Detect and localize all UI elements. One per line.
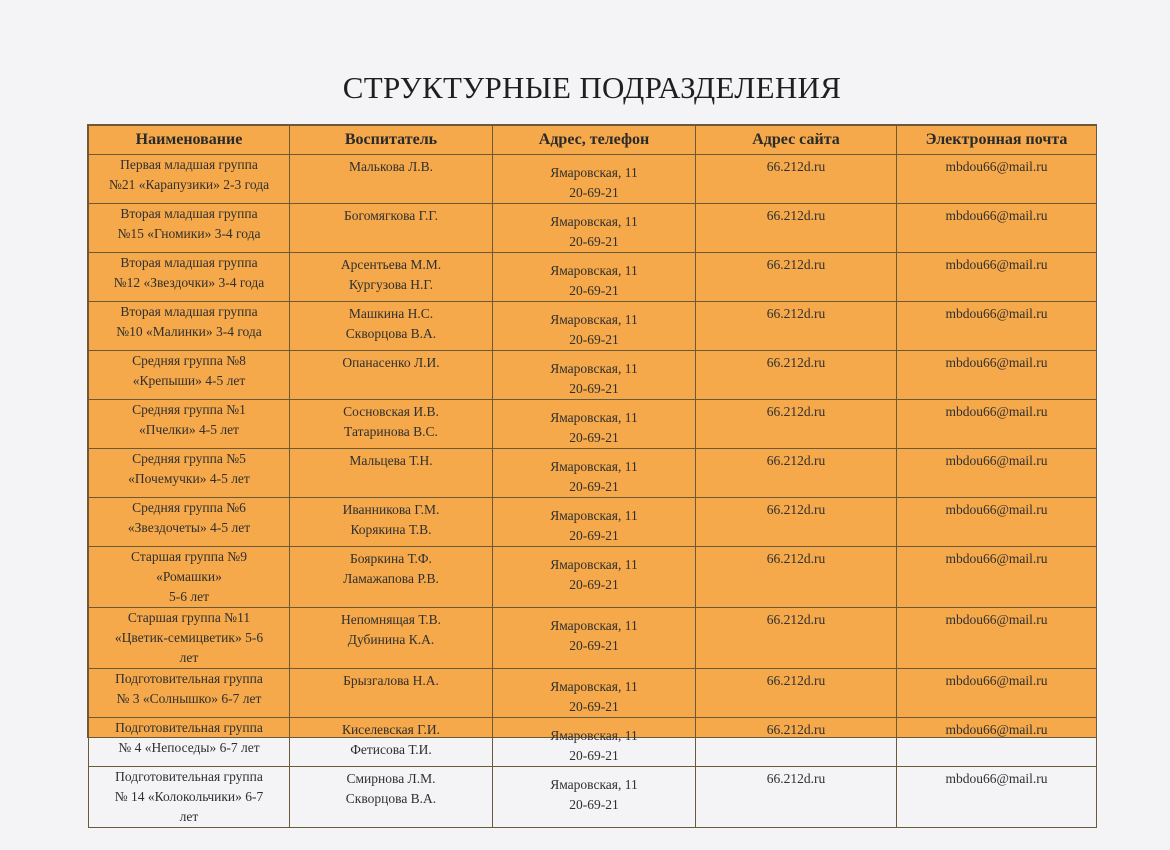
group-name-cell <box>89 547 290 608</box>
subdivisions-table <box>88 125 1097 828</box>
group-name-line: «Цветик-семицветик» 5-6 <box>114 630 264 645</box>
group-name-line: лет <box>179 650 199 665</box>
teacher-cell <box>290 351 493 400</box>
table-row <box>89 669 1097 718</box>
group-name-line: Вторая младшая группа <box>120 304 258 319</box>
group-name-line: Подготовительная группа <box>115 671 263 686</box>
table-row <box>89 547 1097 608</box>
site-cell <box>696 498 897 547</box>
email-link[interactable]: mbdou66@mail.ru <box>945 159 1048 174</box>
address-line: 20-69-21 <box>569 528 619 543</box>
teacher-name: Иванникова Г.М. <box>342 502 440 517</box>
teacher-cell <box>290 253 493 302</box>
site-link[interactable]: 66.212d.ru <box>766 355 826 370</box>
site-link[interactable]: 66.212d.ru <box>766 306 826 321</box>
email-cell <box>897 498 1097 547</box>
teacher-name: Смирнова Л.М. <box>346 771 436 786</box>
table-row <box>89 155 1097 204</box>
address-line: Ямаровская, 11 <box>550 508 638 523</box>
group-name-line: лет <box>179 809 199 824</box>
site-cell <box>696 400 897 449</box>
group-name-cell <box>89 204 290 253</box>
group-name-line: «Пчелки» 4-5 лет <box>139 422 239 437</box>
teacher-cell <box>290 547 493 608</box>
address-line: Ямаровская, 11 <box>550 618 638 633</box>
teacher-name: Брызгалова Н.А. <box>343 673 439 688</box>
group-name-line: «Ромашки» <box>156 569 222 584</box>
site-link[interactable]: 66.212d.ru <box>766 502 826 517</box>
group-name-cell <box>89 608 290 669</box>
table-row <box>89 351 1097 400</box>
address-line: Ямаровская, 11 <box>550 679 638 694</box>
teacher-name: Непомнящая Т.В. <box>340 612 442 627</box>
email-cell <box>897 767 1097 828</box>
group-name-cell <box>89 669 290 718</box>
email-cell <box>897 669 1097 718</box>
email-cell <box>897 718 1097 767</box>
group-name-line: Средняя группа №8 <box>132 353 246 368</box>
address-line: Ямаровская, 11 <box>550 557 638 572</box>
teacher-cell <box>290 669 493 718</box>
group-name-cell <box>89 302 290 351</box>
email-cell <box>897 547 1097 608</box>
teacher-cell <box>290 718 493 767</box>
site-link[interactable]: 66.212d.ru <box>766 551 826 566</box>
teacher-name: Дубинина К.А. <box>347 632 435 647</box>
email-link[interactable]: mbdou66@mail.ru <box>945 612 1048 627</box>
address-line: 20-69-21 <box>569 699 619 714</box>
teacher-name: Арсентьева М.М. <box>340 257 442 272</box>
email-link[interactable]: mbdou66@mail.ru <box>945 306 1048 321</box>
group-name-cell <box>89 400 290 449</box>
group-name-line: Старшая группа №11 <box>127 610 251 625</box>
header-site: Адрес сайта <box>696 126 897 155</box>
site-cell <box>696 253 897 302</box>
email-link[interactable]: mbdou66@mail.ru <box>945 208 1048 223</box>
address-line: Ямаровская, 11 <box>550 214 638 229</box>
group-name-line: Первая младшая группа <box>120 157 258 172</box>
table-row <box>89 608 1097 669</box>
address-phone-cell <box>493 718 696 767</box>
group-name-line: №10 «Малинки» 3-4 года <box>116 324 262 339</box>
teacher-name: Татаринова В.С. <box>344 424 438 439</box>
table-row <box>89 253 1097 302</box>
page-title: СТРУКТУРНЫЕ ПОДРАЗДЕЛЕНИЯ <box>342 70 842 105</box>
table-body <box>89 155 1097 828</box>
group-name-cell <box>89 498 290 547</box>
site-cell <box>696 155 897 204</box>
teacher-name: Ламажапова Р.В. <box>343 571 439 586</box>
teacher-name: Богомягкова Г.Г. <box>344 208 438 223</box>
table-row <box>89 767 1097 828</box>
group-name-line: Средняя группа №6 <box>132 500 246 515</box>
subdivisions-table-container <box>87 124 1097 824</box>
email-cell <box>897 155 1097 204</box>
teacher-name: Скворцова В.А. <box>345 326 437 341</box>
group-name-line: «Почемучки» 4-5 лет <box>128 471 250 486</box>
group-name-line: 5-6 лет <box>169 589 209 604</box>
group-name-line: «Крепыши» 4-5 лет <box>132 373 246 388</box>
email-link[interactable]: mbdou66@mail.ru <box>945 257 1048 272</box>
email-cell <box>897 449 1097 498</box>
address-phone-cell <box>493 253 696 302</box>
address-phone-cell <box>493 400 696 449</box>
address-line: Ямаровская, 11 <box>550 312 638 327</box>
address-line: 20-69-21 <box>569 234 619 249</box>
address-phone-cell <box>493 498 696 547</box>
group-name-cell <box>89 155 290 204</box>
group-name-line: Вторая младшая группа <box>120 206 258 221</box>
address-phone-cell <box>493 767 696 828</box>
teacher-cell <box>290 449 493 498</box>
table-row <box>89 400 1097 449</box>
site-cell <box>696 204 897 253</box>
email-link[interactable]: mbdou66@mail.ru <box>945 355 1048 370</box>
address-line: Ямаровская, 11 <box>550 728 638 743</box>
address-phone-cell <box>493 449 696 498</box>
address-phone-cell <box>493 608 696 669</box>
teacher-cell <box>290 302 493 351</box>
group-name-cell <box>89 253 290 302</box>
teacher-cell <box>290 155 493 204</box>
teacher-name: Мальцева Т.Н. <box>349 453 433 468</box>
group-name-cell <box>89 718 290 767</box>
address-line: 20-69-21 <box>569 577 619 592</box>
email-cell <box>897 204 1097 253</box>
address-line: 20-69-21 <box>569 283 619 298</box>
address-line: 20-69-21 <box>569 430 619 445</box>
email-link[interactable]: mbdou66@mail.ru <box>945 404 1048 419</box>
teacher-cell <box>290 767 493 828</box>
email-cell <box>897 302 1097 351</box>
teacher-name: Машкина Н.С. <box>348 306 434 321</box>
email-link[interactable]: mbdou66@mail.ru <box>945 551 1048 566</box>
email-cell <box>897 608 1097 669</box>
table-row <box>89 449 1097 498</box>
group-name-line: №12 «Звездочки» 3-4 года <box>113 275 265 290</box>
address-line: 20-69-21 <box>569 638 619 653</box>
site-cell <box>696 351 897 400</box>
address-line: 20-69-21 <box>569 748 619 763</box>
address-line: Ямаровская, 11 <box>550 263 638 278</box>
group-name-line: Средняя группа №5 <box>132 451 246 466</box>
teacher-name: Сосновская И.В. <box>343 404 439 419</box>
group-name-line: Вторая младшая группа <box>120 255 258 270</box>
site-cell <box>696 718 897 767</box>
address-line: 20-69-21 <box>569 332 619 347</box>
table-header-row <box>89 126 1097 155</box>
site-link[interactable]: 66.212d.ru <box>766 208 826 223</box>
email-link[interactable]: mbdou66@mail.ru <box>945 771 1048 786</box>
site-cell <box>696 302 897 351</box>
site-cell <box>696 669 897 718</box>
group-name-line: № 14 «Колокольчики» 6-7 <box>114 789 264 804</box>
group-name-cell <box>89 351 290 400</box>
email-link[interactable]: mbdou66@mail.ru <box>945 673 1048 688</box>
teacher-name: Опанасенко Л.И. <box>342 355 440 370</box>
table-row <box>89 718 1097 767</box>
teacher-name: Фетисова Т.И. <box>350 742 432 757</box>
site-cell <box>696 449 897 498</box>
address-phone-cell <box>493 351 696 400</box>
group-name-line: Подготовительная группа <box>115 720 263 735</box>
address-line: Ямаровская, 11 <box>550 361 638 376</box>
site-cell <box>696 547 897 608</box>
group-name-line: № 4 «Непоседы» 6-7 лет <box>118 740 260 755</box>
table-row <box>89 302 1097 351</box>
teacher-name: Бояркина Т.Ф. <box>350 551 432 566</box>
site-cell <box>696 608 897 669</box>
teacher-cell <box>290 498 493 547</box>
teacher-cell <box>290 204 493 253</box>
group-name-line: №21 «Карапузики» 2-3 года <box>108 177 270 192</box>
teacher-name: Корякина Т.В. <box>350 522 432 537</box>
site-link[interactable]: 66.212d.ru <box>766 453 826 468</box>
header-teacher: Воспитатель <box>290 126 493 155</box>
email-cell <box>897 400 1097 449</box>
group-name-line: №15 «Гномики» 3-4 года <box>117 226 261 241</box>
email-link[interactable]: mbdou66@mail.ru <box>945 502 1048 517</box>
address-line: Ямаровская, 11 <box>550 410 638 425</box>
address-line: 20-69-21 <box>569 797 619 812</box>
group-name-cell <box>89 449 290 498</box>
group-name-line: Средняя группа №1 <box>132 402 246 417</box>
address-phone-cell <box>493 669 696 718</box>
site-link[interactable]: 66.212d.ru <box>766 722 826 737</box>
group-name-line: Старшая группа №9 <box>131 549 247 564</box>
address-phone-cell <box>493 155 696 204</box>
address-line: 20-69-21 <box>569 479 619 494</box>
table-row <box>89 498 1097 547</box>
header-address-phone: Адрес, телефон <box>493 126 696 155</box>
email-link[interactable]: mbdou66@mail.ru <box>945 453 1048 468</box>
teacher-name: Малькова Л.В. <box>348 159 434 174</box>
teacher-name: Киселевская Г.И. <box>341 722 441 737</box>
email-cell <box>897 253 1097 302</box>
teacher-name: Скворцова В.А. <box>345 791 437 806</box>
group-name-line: «Звездочеты» 4-5 лет <box>127 520 251 535</box>
site-link[interactable]: 66.212d.ru <box>766 612 826 627</box>
address-line: Ямаровская, 11 <box>550 459 638 474</box>
teacher-cell <box>290 400 493 449</box>
site-cell <box>696 767 897 828</box>
address-line: 20-69-21 <box>569 185 619 200</box>
group-name-cell <box>89 767 290 828</box>
address-phone-cell <box>493 302 696 351</box>
address-phone-cell <box>493 547 696 608</box>
header-name: Наименование <box>89 126 290 155</box>
site-link[interactable]: 66.212d.ru <box>766 771 826 786</box>
address-line: 20-69-21 <box>569 381 619 396</box>
site-link[interactable]: 66.212d.ru <box>766 673 826 688</box>
group-name-line: № 3 «Солнышко» 6-7 лет <box>116 691 262 706</box>
site-link[interactable]: 66.212d.ru <box>766 159 826 174</box>
site-link[interactable]: 66.212d.ru <box>766 404 826 419</box>
email-link[interactable]: mbdou66@mail.ru <box>945 722 1048 737</box>
site-link[interactable]: 66.212d.ru <box>766 257 826 272</box>
table-row <box>89 204 1097 253</box>
teacher-name: Кургузова Н.Г. <box>348 277 434 292</box>
email-cell <box>897 351 1097 400</box>
header-email: Электронная почта <box>897 126 1097 155</box>
address-line: Ямаровская, 11 <box>550 777 638 792</box>
group-name-line: Подготовительная группа <box>115 769 263 784</box>
address-phone-cell <box>493 204 696 253</box>
teacher-cell <box>290 608 493 669</box>
address-line: Ямаровская, 11 <box>550 165 638 180</box>
